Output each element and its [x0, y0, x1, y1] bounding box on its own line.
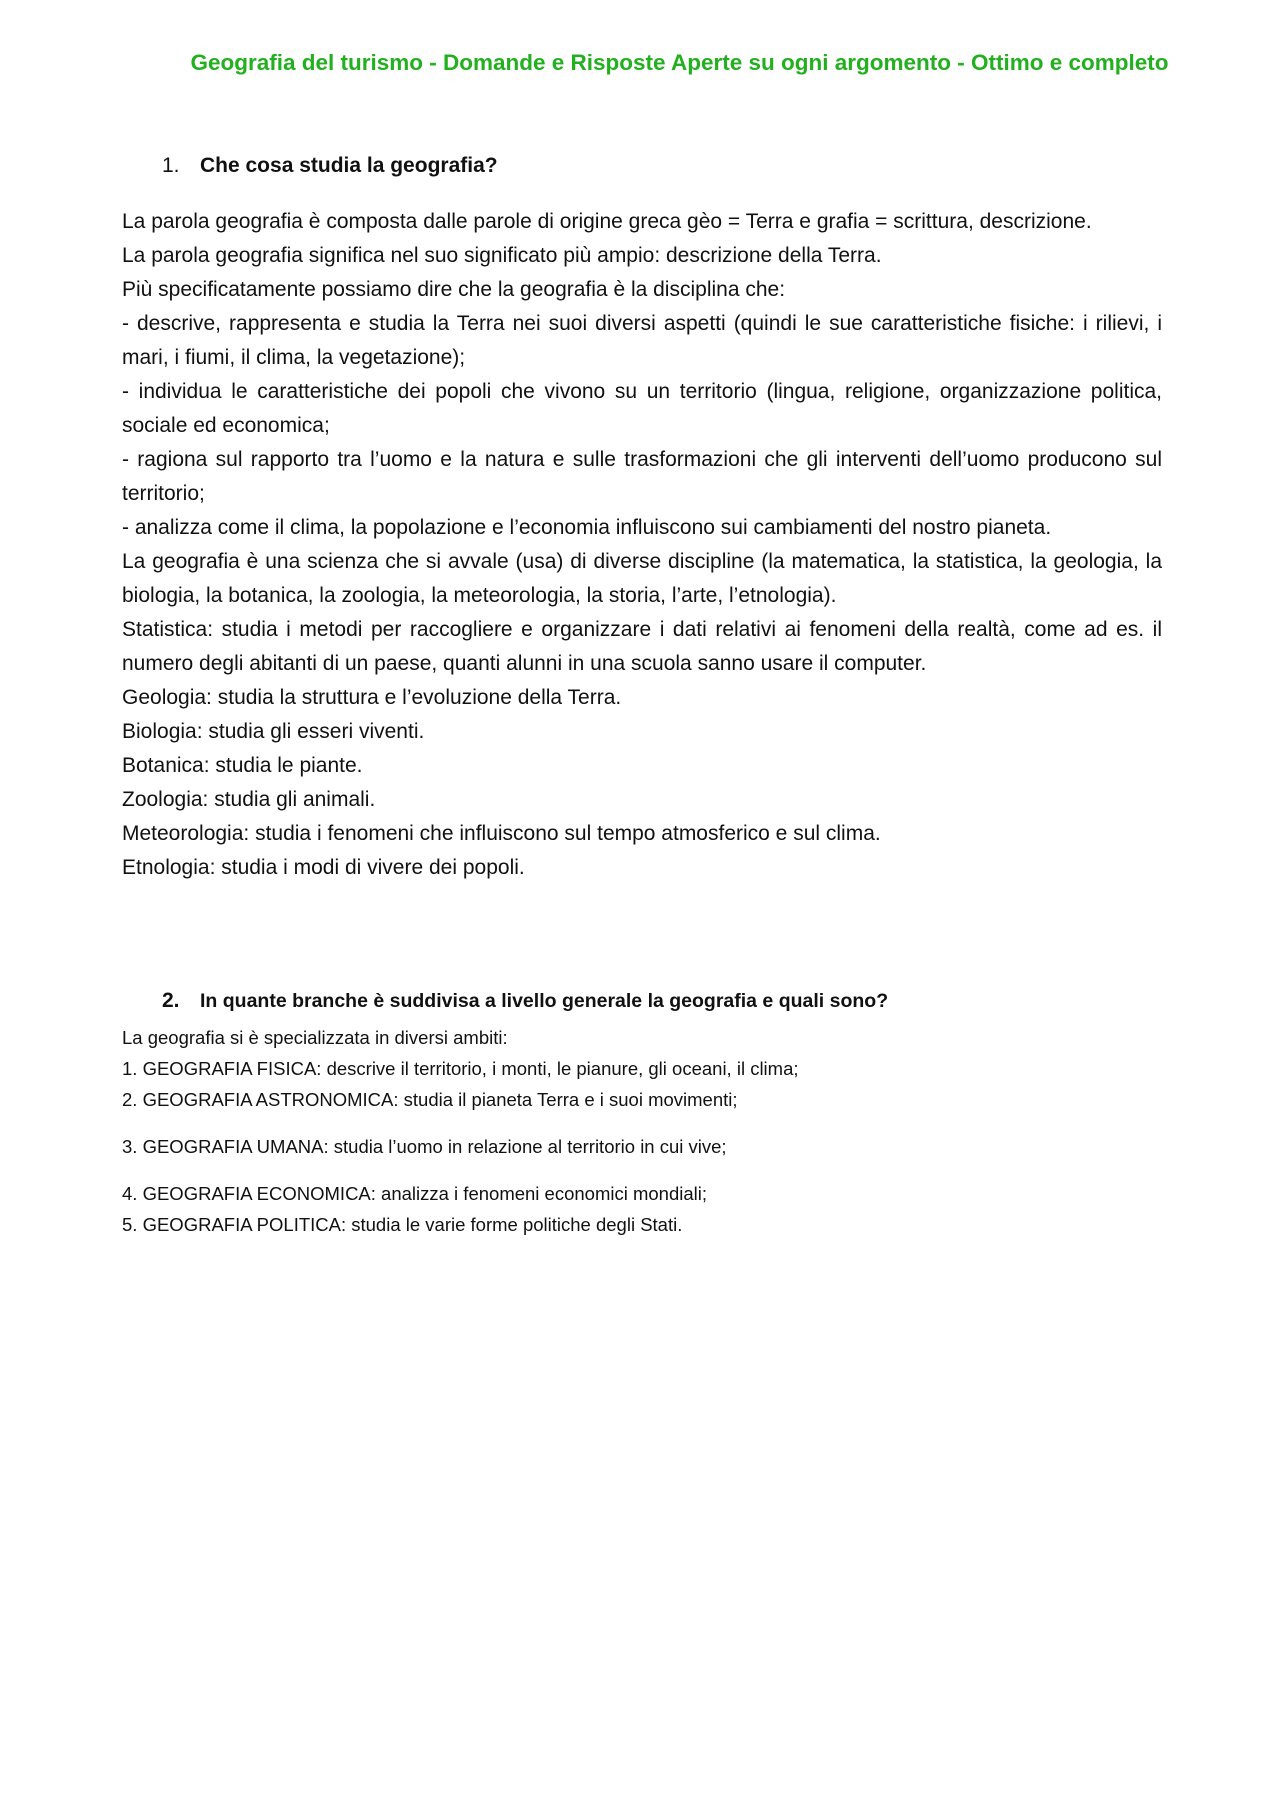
question-1-title: Che cosa studia la geografia?: [200, 154, 498, 177]
answer-paragraph: Più specificatamente possiamo dire che la geografia è la disciplina che:: [122, 278, 786, 301]
question-1-answer: [122, 205, 1162, 885]
list-item: 4. GEOGRAFIA ECONOMICA: analizza i fenomeni economici mondiali;: [122, 1183, 708, 1204]
document-header: Geografia del turismo - Domande e Risposte Aperte su ogni argomento - Ottimo e completo: [190, 50, 1169, 75]
list-item: 2. GEOGRAFIA ASTRONOMICA: studia il pianeta Terra e i suoi movimenti;: [122, 1089, 738, 1110]
definition-zoologia: Zoologia: studia gli animali.: [122, 788, 376, 811]
answer-paragraph: La parola geografia significa nel suo significato più ampio: descrizione della Terra.: [122, 244, 882, 267]
answer-intro: La geografia si è specializzata in diversi ambiti:: [122, 1027, 508, 1048]
answer-bullet: - descrive, rappresenta e studia la Terra nei suoi diversi aspetti (quindi le sue caratteristiche fisiche: i rilievi, i mari, i fiumi, il clima, la vegetazione);: [122, 312, 1162, 369]
list-item: 3. GEOGRAFIA UMANA: studia l’uomo in relazione al territorio in cui vive;: [122, 1136, 727, 1157]
list-item: 5. GEOGRAFIA POLITICA: studia le varie forme politiche degli Stati.: [122, 1214, 683, 1235]
answer-paragraph: La geografia è una scienza che si avvale (usa) di diverse discipline (la matematica, la statistica, la geologia, la biologia, la botanica, la zoologia, la meteorologia, la storia, l’arte, l’etnologia).: [122, 550, 1162, 607]
question-2-number: 2.: [162, 989, 180, 1012]
definition-biologia: Biologia: studia gli esseri viventi.: [122, 720, 425, 743]
definition-botanica: Botanica: studia le piante.: [122, 754, 363, 777]
question-2-title: In quante branche è suddivisa a livello generale la geografia e quali sono?: [200, 990, 889, 1012]
question-1-heading: [162, 154, 498, 178]
answer-bullet: - individua le caratteristiche dei popoli che vivono su un territorio (lingua, religione, organizzazione politica, sociale ed economica;: [122, 380, 1162, 437]
question-1-number: 1.: [162, 154, 180, 177]
definition-meteorologia: Meteorologia: studia i fenomeni che influiscono sul tempo atmosferico e sul clima.: [122, 822, 881, 845]
answer-paragraph: La parola geografia è composta dalle parole di origine greca gèo = Terra e grafia = scrittura, descrizione.: [122, 210, 1092, 233]
list-item: 1. GEOGRAFIA FISICA: descrive il territorio, i monti, le pianure, gli oceani, il clima;: [122, 1058, 799, 1079]
answer-paragraph: Statistica: studia i metodi per raccogliere e organizzare i dati relativi ai fenomeni della realtà, come ad es. il numero degli abitanti di un paese, quanti alunni in una scuola sanno usare il computer.: [122, 618, 1162, 675]
definition-geologia: Geologia: studia la struttura e l’evoluzione della Terra.: [122, 686, 622, 709]
question-2-heading: [162, 989, 888, 1013]
answer-bullet: - analizza come il clima, la popolazione e l’economia influiscono sui cambiamenti del nostro pianeta.: [122, 516, 1052, 539]
definition-etnologia: Etnologia: studia i modi di vivere dei popoli.: [122, 856, 525, 879]
answer-bullet: - ragiona sul rapporto tra l’uomo e la natura e sulle trasformazioni che gli interventi dell’uomo producono sul territorio;: [122, 448, 1162, 505]
question-2-answer: [122, 1022, 1022, 1240]
